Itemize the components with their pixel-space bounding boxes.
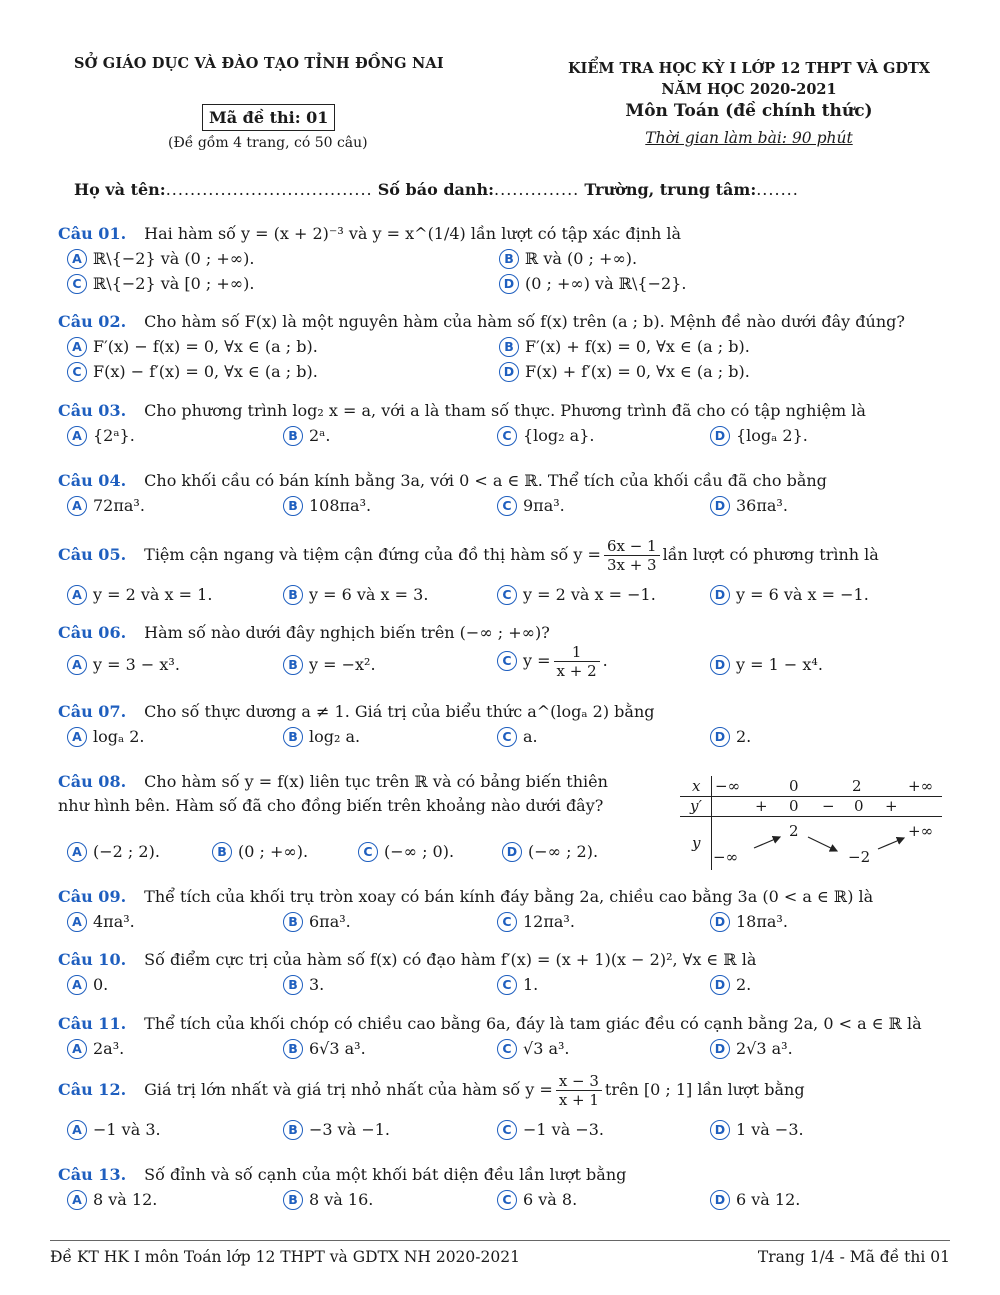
variation-arrows xyxy=(680,776,942,876)
option[interactable] xyxy=(283,585,428,605)
option[interactable] xyxy=(497,727,538,747)
option[interactable] xyxy=(67,362,318,382)
option[interactable] xyxy=(283,426,330,446)
question-text-after: trên [0 ; 1] lần lượt bằng xyxy=(604,1080,805,1099)
option-label: D xyxy=(710,655,730,675)
question-06 xyxy=(58,623,550,642)
question-text: Tiệm cận ngang và tiệm cận đứng của đồ thị hàm số y = xyxy=(144,545,601,564)
exam-time: Thời gian làm bài: 90 phút xyxy=(645,129,853,147)
question-text: Thể tích của khối chóp có chiều cao bằng 6a, đáy là tam giác đều có cạnh bằng 2a, 0 < a ∈ ℝ là xyxy=(144,1014,922,1033)
option-label: D xyxy=(710,727,730,747)
option-label: A xyxy=(67,842,87,862)
option-text: (−∞ ; 2). xyxy=(528,842,599,861)
option-label: A xyxy=(67,655,87,675)
exam-header xyxy=(540,58,958,149)
y-value: +∞ xyxy=(908,822,934,840)
question-01 xyxy=(58,224,681,243)
option-label: A xyxy=(67,912,87,932)
option-label: A xyxy=(67,1039,87,1059)
variation-table xyxy=(680,776,945,876)
fraction xyxy=(556,1072,602,1109)
name-label: Họ và tên: xyxy=(74,180,166,199)
option-text: 0. xyxy=(93,975,109,994)
student-info xyxy=(74,180,924,199)
option-text: y = 6 và x = 3. xyxy=(309,585,429,604)
row-label-yprime: y′ xyxy=(690,797,702,815)
option-label: A xyxy=(67,496,87,516)
y-value: −∞ xyxy=(713,848,739,866)
question-text: Cho phương trình log₂ x = a, với a là tham số thực. Phương trình đã cho có tập nghiệm là xyxy=(144,401,866,420)
question-03 xyxy=(58,401,866,420)
question-number: Câu 03. xyxy=(58,401,127,420)
pages-note: (Đề gồm 4 trang, có 50 câu) xyxy=(168,135,368,151)
option-label: C xyxy=(497,727,517,747)
option-text: 3. xyxy=(309,975,325,994)
id-field[interactable]: .............. xyxy=(494,180,580,199)
option-label: C xyxy=(67,362,87,382)
option[interactable] xyxy=(499,337,750,357)
question-number: Câu 05. xyxy=(58,545,127,564)
option-label: B xyxy=(283,655,303,675)
option-text: F′(x) + f(x) = 0, ∀x ∈ (a ; b). xyxy=(525,337,750,356)
question-number: Câu 01. xyxy=(58,224,127,243)
question-number: Câu 08. xyxy=(58,772,127,791)
footer-left: Đề KT HK I môn Toán lớp 12 THPT và GDTX NH 2020-2021 xyxy=(50,1248,520,1266)
school-label: Trường, trung tâm: xyxy=(584,180,757,199)
option-text: ℝ\{−2} và (0 ; +∞). xyxy=(93,249,255,268)
option[interactable] xyxy=(283,975,324,995)
option-label: B xyxy=(283,1039,303,1059)
option-label: C xyxy=(497,1120,517,1140)
option-label: B xyxy=(283,1190,303,1210)
footer-divider xyxy=(50,1240,950,1241)
option[interactable] xyxy=(499,274,686,294)
question-text: Số điểm cực trị của hàm số f(x) có đạo hàm f′(x) = (x + 1)(x − 2)², ∀x ∈ ℝ là xyxy=(144,950,757,969)
option-label: A xyxy=(67,1120,87,1140)
option-text: logₐ 2. xyxy=(93,727,145,746)
question-09 xyxy=(58,887,873,906)
option-label: D xyxy=(502,842,522,862)
option-text: (−∞ ; 0). xyxy=(384,842,455,861)
option-label: B xyxy=(283,975,303,995)
option-text: y = 1 − x⁴. xyxy=(736,655,823,674)
question-text-after: lần lượt có phương trình là xyxy=(662,545,879,564)
option-text: 1. xyxy=(523,975,539,994)
option[interactable]: C y = $\frac{1}{x + 2}$ . xyxy=(497,643,608,680)
option-label: A xyxy=(67,426,87,446)
option[interactable] xyxy=(283,1039,366,1059)
question-number: Câu 13. xyxy=(58,1165,127,1184)
option-label: D xyxy=(710,975,730,995)
option-text: (0 ; +∞) và ℝ\{−2}. xyxy=(525,274,687,293)
id-label: Số báo danh: xyxy=(377,180,495,199)
option[interactable] xyxy=(67,655,180,675)
question-number: Câu 06. xyxy=(58,623,127,642)
option-text: 8 và 12. xyxy=(93,1190,158,1209)
school-field[interactable]: ....... xyxy=(756,180,799,199)
fraction-numerator: 6x − 1 xyxy=(604,537,660,556)
question-07 xyxy=(58,702,655,721)
y-value: 2 xyxy=(789,822,799,840)
question-number: Câu 02. xyxy=(58,312,127,331)
option-text: a. xyxy=(523,727,538,746)
question-text: Cho khối cầu có bán kính bằng 3a, với 0 < a ∈ ℝ. Thể tích của khối cầu đã cho bằng xyxy=(144,471,827,490)
option-text: {logₐ 2}. xyxy=(736,426,808,445)
option[interactable] xyxy=(497,912,575,932)
question-text: Hai hàm số y = (x + 2)⁻³ và y = x^(1/4) lần lượt có tập xác định là xyxy=(144,224,682,243)
subject: Môn Toán (đề chính thức) xyxy=(625,101,873,121)
question-text: Hàm số nào dưới đây nghịch biến trên (−∞ ; +∞)? xyxy=(144,623,550,642)
sign: 0 xyxy=(789,797,799,815)
option-label: C xyxy=(497,426,517,446)
option-text: 2. xyxy=(736,975,752,994)
fraction-denominator: x + 2 xyxy=(556,662,597,680)
option[interactable] xyxy=(283,1120,390,1140)
fraction-denominator: 3x + 3 xyxy=(606,556,657,574)
increasing-arrow xyxy=(878,838,904,849)
option[interactable] xyxy=(710,1120,804,1140)
option-label: D xyxy=(710,912,730,932)
option[interactable] xyxy=(497,1190,577,1210)
department-header: SỞ GIÁO DỤC VÀ ĐÀO TẠO TỈNH ĐỒNG NAI xyxy=(74,55,444,72)
option-label: A xyxy=(67,727,87,747)
sign: 0 xyxy=(854,797,864,815)
question-05 xyxy=(58,537,879,574)
question-number: Câu 09. xyxy=(58,887,127,906)
option[interactable] xyxy=(67,842,160,862)
option[interactable] xyxy=(710,1190,800,1210)
option-label: A xyxy=(67,249,87,269)
name-field[interactable]: .................................. xyxy=(165,180,373,199)
option-label: D xyxy=(710,1039,730,1059)
option-label: A xyxy=(67,585,87,605)
sign: + xyxy=(755,797,768,815)
question-text: Thể tích của khối trụ tròn xoay có bán kính đáy bằng 2a, chiều cao bằng 3a (0 < a ∈ ℝ) là xyxy=(144,887,874,906)
question-10 xyxy=(58,950,756,969)
option-text: √3 a³. xyxy=(523,1039,570,1058)
question-text: Giá trị lớn nhất và giá trị nhỏ nhất của hàm số y = xyxy=(144,1080,553,1099)
option-label: B xyxy=(283,912,303,932)
option[interactable] xyxy=(67,1190,157,1210)
option-text: 9πa³. xyxy=(523,496,565,515)
x-value: 0 xyxy=(789,777,799,795)
option-label: C xyxy=(358,842,378,862)
option-label: B xyxy=(283,585,303,605)
sign: + xyxy=(885,797,898,815)
option-text: F(x) − f′(x) = 0, ∀x ∈ (a ; b). xyxy=(93,362,318,381)
option-text: 6 và 12. xyxy=(736,1190,801,1209)
fraction xyxy=(554,643,600,680)
option-text: 2√3 a³. xyxy=(736,1039,793,1058)
option-text: 6πa³. xyxy=(309,912,351,931)
option-label: D xyxy=(710,496,730,516)
option-label: C xyxy=(497,912,517,932)
option-text: log₂ a. xyxy=(309,727,361,746)
option[interactable] xyxy=(67,912,135,932)
decreasing-arrow xyxy=(808,837,837,851)
option[interactable] xyxy=(499,249,637,269)
fraction xyxy=(604,537,660,574)
option[interactable] xyxy=(710,975,751,995)
option-label: D xyxy=(710,1190,730,1210)
option-text: 18πa³. xyxy=(736,912,788,931)
option-text: {log₂ a}. xyxy=(523,426,595,445)
option[interactable] xyxy=(497,975,538,995)
option[interactable] xyxy=(283,912,351,932)
option[interactable] xyxy=(710,426,808,446)
option[interactable] xyxy=(358,842,454,862)
question-number: Câu 10. xyxy=(58,950,127,969)
option-text: −3 và −1. xyxy=(309,1120,391,1139)
option-label: B xyxy=(499,249,519,269)
footer-right: Trang 1/4 - Mã đề thi 01 xyxy=(757,1248,950,1266)
sign: − xyxy=(822,797,835,815)
option-text: 36πa³. xyxy=(736,496,788,515)
option-label: D xyxy=(499,274,519,294)
row-label-x: x xyxy=(692,777,701,795)
option[interactable] xyxy=(67,585,212,605)
option-label: C xyxy=(497,1039,517,1059)
option-label: C xyxy=(497,585,517,605)
option-text: F(x) + f′(x) = 0, ∀x ∈ (a ; b). xyxy=(525,362,750,381)
option[interactable] xyxy=(497,585,656,605)
option-label: C xyxy=(497,1190,517,1210)
question-text: Cho hàm số y = f(x) liên tục trên ℝ và có bảng biến thiên xyxy=(144,772,608,791)
option[interactable] xyxy=(283,655,376,675)
option[interactable] xyxy=(499,362,750,382)
option-text: −1 và −3. xyxy=(523,1120,605,1139)
option-text: y = 2 và x = 1. xyxy=(93,585,213,604)
option-label: A xyxy=(67,975,87,995)
option-text: y = 6 và x = −1. xyxy=(736,585,869,604)
option-text: 4πa³. xyxy=(93,912,135,931)
option-label: C xyxy=(67,274,87,294)
question-08 xyxy=(58,772,608,791)
question-08-line2: như hình bên. Hàm số đã cho đồng biến trên khoảng nào dưới đây? xyxy=(58,796,604,815)
option-text: 108πa³. xyxy=(309,496,372,515)
option-text: ℝ và (0 ; +∞). xyxy=(525,249,638,268)
option[interactable] xyxy=(497,1039,570,1059)
school-year: NĂM HỌC 2020-2021 xyxy=(661,81,837,98)
option[interactable] xyxy=(67,274,254,294)
question-number: Câu 07. xyxy=(58,702,127,721)
option-text: 2ᵃ. xyxy=(309,426,331,445)
row-label-y: y xyxy=(692,834,701,852)
option[interactable] xyxy=(497,426,594,446)
option-text: ℝ\{−2} và [0 ; +∞). xyxy=(93,274,255,293)
option-label: B xyxy=(283,727,303,747)
question-text: Cho số thực dương a ≠ 1. Giá trị của biểu thức a^(logₐ 2) bằng xyxy=(144,702,655,721)
question-11 xyxy=(58,1014,922,1033)
option-label: B xyxy=(283,426,303,446)
option-text: 2. xyxy=(736,727,752,746)
x-value: +∞ xyxy=(908,777,934,795)
option-text: y = 2 và x = −1. xyxy=(523,585,656,604)
fraction-denominator: x + 1 xyxy=(558,1091,599,1109)
question-04 xyxy=(58,471,827,490)
option-text: 12πa³. xyxy=(523,912,575,931)
x-value: −∞ xyxy=(715,777,741,795)
option[interactable] xyxy=(212,842,308,862)
option-text: y = xyxy=(523,651,551,670)
option[interactable] xyxy=(710,655,823,675)
option-label: D xyxy=(710,426,730,446)
exam-code: Mã đề thi: 01 xyxy=(202,104,335,131)
option-label: C xyxy=(497,975,517,995)
option-text: 72πa³. xyxy=(93,496,145,515)
increasing-arrow xyxy=(754,837,780,848)
option-text: 2a³. xyxy=(93,1039,125,1058)
option-label: D xyxy=(499,362,519,382)
option[interactable] xyxy=(67,426,135,446)
question-number: Câu 12. xyxy=(58,1080,127,1099)
option[interactable] xyxy=(283,727,360,747)
option[interactable] xyxy=(710,727,751,747)
option[interactable] xyxy=(710,912,788,932)
option[interactable] xyxy=(497,1120,604,1140)
question-02 xyxy=(58,312,905,331)
option-text: 8 và 16. xyxy=(309,1190,374,1209)
option[interactable] xyxy=(67,249,254,269)
option[interactable] xyxy=(497,496,565,516)
option-label: D xyxy=(710,585,730,605)
option[interactable] xyxy=(502,842,598,862)
option-text: 6√3 a³. xyxy=(309,1039,366,1058)
option-text: (0 ; +∞). xyxy=(238,842,309,861)
y-value: −2 xyxy=(848,848,871,866)
exam-title: KIỂM TRA HỌC KỲ I LỚP 12 THPT VÀ GDTX xyxy=(567,60,931,77)
option[interactable] xyxy=(710,1039,793,1059)
option-label: C xyxy=(497,651,517,671)
option-label: D xyxy=(710,1120,730,1140)
question-number: Câu 11. xyxy=(58,1014,127,1033)
option-text: F′(x) − f(x) = 0, ∀x ∈ (a ; b). xyxy=(93,337,318,356)
question-number: Câu 04. xyxy=(58,471,127,490)
option-label: B xyxy=(283,496,303,516)
option[interactable] xyxy=(67,1039,124,1059)
option[interactable] xyxy=(710,496,788,516)
fraction-numerator: 1 xyxy=(554,643,600,662)
option-text: {2ᵃ}. xyxy=(93,426,135,445)
option[interactable] xyxy=(283,1190,373,1210)
option[interactable] xyxy=(283,496,371,516)
fraction-numerator: x − 3 xyxy=(556,1072,602,1091)
option[interactable] xyxy=(67,1120,161,1140)
option-text: y = −x². xyxy=(309,655,376,674)
question-text: Số đỉnh và số cạnh của một khối bát diện đều lần lượt bằng xyxy=(144,1165,627,1184)
option-label: B xyxy=(499,337,519,357)
option-text: 1 và −3. xyxy=(736,1120,804,1139)
option-text: −1 và 3. xyxy=(93,1120,161,1139)
option[interactable] xyxy=(710,585,869,605)
question-12 xyxy=(58,1072,805,1109)
x-value: 2 xyxy=(852,777,862,795)
option-label: A xyxy=(67,1190,87,1210)
question-13 xyxy=(58,1165,626,1184)
option-text: y = 3 − x³. xyxy=(93,655,180,674)
option-text: 6 và 8. xyxy=(523,1190,578,1209)
option[interactable] xyxy=(67,975,108,995)
option-label: A xyxy=(67,337,87,357)
option[interactable] xyxy=(67,337,318,357)
option-label: B xyxy=(212,842,232,862)
question-text: Cho hàm số F(x) là một nguyên hàm của hàm số f(x) trên (a ; b). Mệnh đề nào dưới đây đúng? xyxy=(144,312,905,331)
option[interactable] xyxy=(67,496,145,516)
option-label: C xyxy=(497,496,517,516)
option[interactable] xyxy=(67,727,145,747)
option-text: (−2 ; 2). xyxy=(93,842,160,861)
option-label: B xyxy=(283,1120,303,1140)
